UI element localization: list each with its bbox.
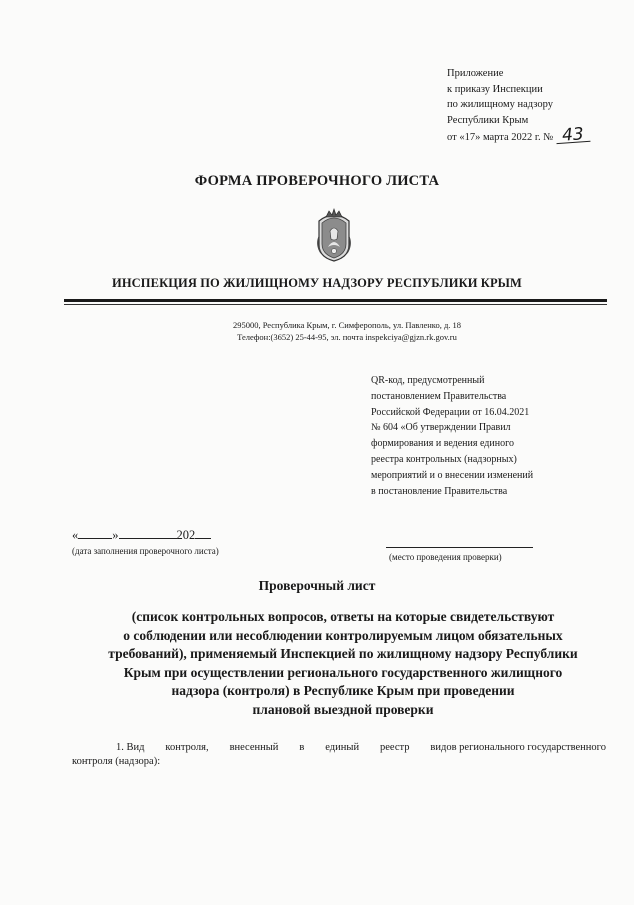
address-line-2: Телефон:(3652) 25-44-95, эл. почта inspekciya@gjzn.rk.gov.ru [237, 332, 457, 342]
date-open-quote: « [72, 528, 79, 542]
appendix-line-1: Приложение [447, 68, 504, 79]
header-rule-thin [64, 304, 607, 305]
day-blank[interactable] [78, 527, 112, 539]
address-line-1: 295000, Республика Крым, г. Симферополь, ул. Павленко, д. 18 [232, 320, 462, 330]
agency-address [0, 319, 634, 343]
paragraph-word: видов регионального государственного [430, 742, 606, 753]
year-blank[interactable] [195, 527, 211, 539]
year-prefix: 202 [176, 528, 196, 542]
appendix-line-2: к приказу Инспекции [447, 83, 543, 95]
paragraph-word: единый [325, 742, 360, 753]
order-number: 43 [555, 127, 590, 144]
description-line-3: требований), применяемый Инспекцией по жилищному надзору Республики [108, 646, 578, 662]
paragraph-1-line-2: контроля (надзора): [72, 756, 161, 767]
qr-note-line-4: № 604 «Об утверждении Правил [371, 422, 511, 434]
description-line-6: плановой выездной проверки [252, 701, 434, 717]
order-date: от «17» марта 2022 г. № [447, 132, 554, 143]
header-rule-thick [64, 299, 607, 302]
date-caption: (дата заполнения проверочного листа) [72, 546, 219, 556]
place-blank[interactable] [386, 547, 533, 548]
agency-name: ИНСПЕКЦИЯ ПО ЖИЛИЩНОМУ НАДЗОРУ РЕСПУБЛИКИ КРЫМ [112, 276, 522, 290]
checklist-title: Проверочный лист [258, 578, 376, 593]
description-line-4: Крым при осуществлении регионального государственного жилищного [123, 664, 563, 680]
date-field[interactable] [72, 527, 211, 543]
description-line-5: надзора (контроля) в Республике Крым при проведении [171, 683, 515, 699]
checklist-description [80, 608, 606, 720]
qr-note-line-5: формирования и ведения единого [371, 438, 514, 450]
description-line-1: (список контрольных вопросов, ответы на которые свидетельствуют [131, 609, 555, 624]
paragraph-1-line-1 [72, 741, 606, 755]
date-close-quote: » [112, 528, 119, 542]
paragraph-word: реестр [380, 742, 410, 753]
form-title: ФОРМА ПРОВЕРОЧНОГО ЛИСТА [194, 173, 440, 189]
appendix-line-3: по жилищному надзору [447, 99, 553, 110]
appendix-block [447, 66, 590, 146]
qr-note-line-3: Российской Федерации от 16.04.2021 [371, 406, 530, 418]
qr-note-line-6: реестра контрольных (надзорных) [371, 453, 517, 465]
paragraph-word: внесенный [229, 742, 279, 753]
paragraph-word: контроля, [165, 742, 209, 753]
qr-note-line-1: QR-код, предусмотренный [371, 375, 485, 386]
paragraph-word: в [299, 742, 305, 753]
month-blank[interactable] [119, 527, 177, 539]
paragraph-word: 1. Вид [116, 742, 145, 753]
qr-code-note [371, 373, 576, 499]
place-caption: (место проведения проверки) [389, 552, 502, 562]
qr-note-line-7: мероприятий и о внесении изменений [371, 469, 534, 481]
crimea-coat-of-arms-icon [315, 207, 353, 263]
description-line-2: о соблюдении или несоблюдении контролируемым лицом обязательных [123, 627, 563, 643]
paragraph-1 [72, 741, 606, 769]
qr-note-line-2: постановлением Правительства [371, 390, 507, 402]
qr-note-line-8: в постановление Правительства [371, 485, 508, 497]
appendix-line-4: Республики Крым [447, 114, 529, 126]
appendix-line-5 [447, 124, 590, 146]
